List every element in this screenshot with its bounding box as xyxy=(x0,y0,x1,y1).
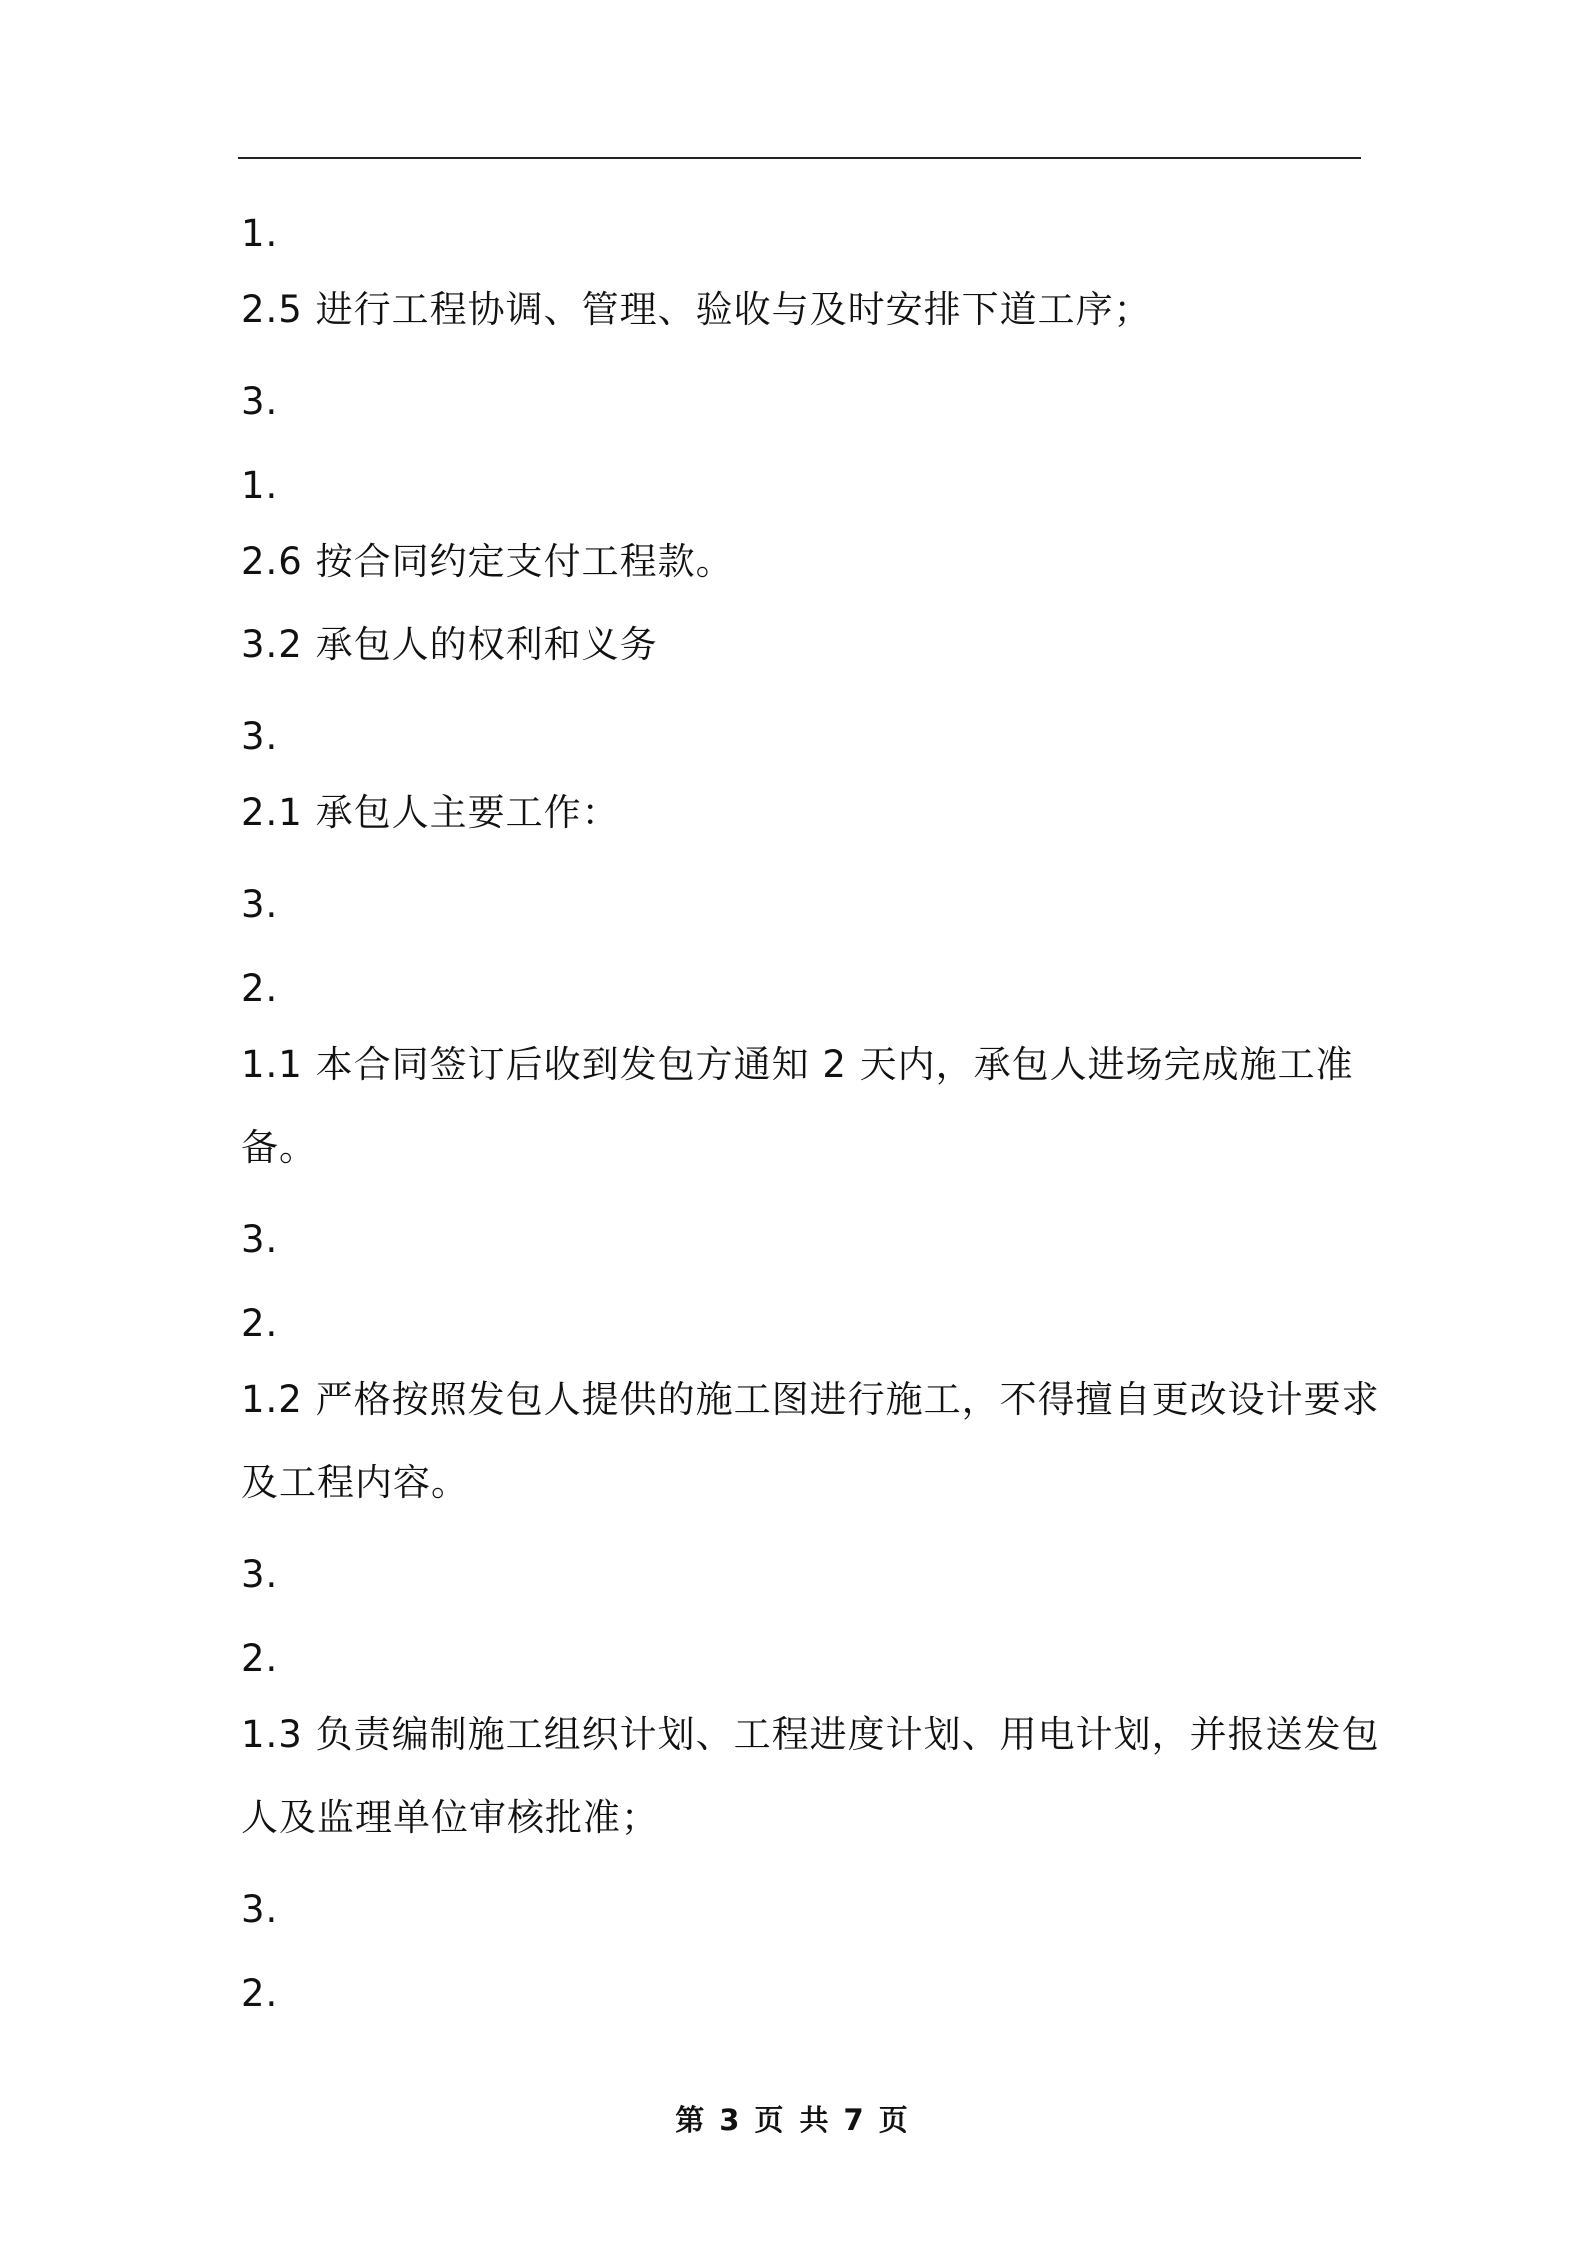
text-line: 2.6 按合同约定支付工程款。 xyxy=(241,540,734,583)
text-line: 3. xyxy=(241,715,279,758)
text-line: 2. xyxy=(241,967,279,1010)
page-number-footer xyxy=(0,2098,1586,2139)
text-line: 人及监理单位审核批准； xyxy=(241,1796,659,1839)
text-line: 1. xyxy=(241,464,279,507)
section-heading: 3.2 承包人的权利和义务 xyxy=(241,623,658,666)
header-divider xyxy=(238,157,1361,159)
footer-current-page: 3 xyxy=(719,2103,743,2137)
text-line: 及工程内容。 xyxy=(241,1461,469,1504)
text-line: 1.2 严格按照发包人提供的施工图进行施工，不得擅自更改设计要求 xyxy=(241,1378,1380,1421)
text-line: 2. xyxy=(241,1302,279,1345)
text-line: 2.5 进行工程协调、管理、验收与及时安排下道工序； xyxy=(241,288,1152,331)
footer-suffix: 页 xyxy=(878,2103,911,2137)
text-line: 备。 xyxy=(241,1126,317,1169)
text-line: 1. xyxy=(241,212,279,255)
text-line: 1.1 本合同签订后收到发包方通知 2 天内，承包人进场完成施工准 xyxy=(241,1043,1354,1086)
footer-prefix: 第 xyxy=(675,2103,708,2137)
text-line: 3. xyxy=(241,883,279,926)
text-line: 3. xyxy=(241,1553,279,1596)
text-line: 1.3 负责编制施工组织计划、工程进度计划、用电计划，并报送发包 xyxy=(241,1713,1380,1756)
text-line: 3. xyxy=(241,1888,279,1931)
text-line: 2. xyxy=(241,1972,279,2015)
text-line: 3. xyxy=(241,380,279,423)
footer-total-pages: 7 xyxy=(843,2103,867,2137)
footer-middle: 页 共 xyxy=(754,2103,832,2137)
text-line: 2.1 承包人主要工作： xyxy=(241,791,620,834)
text-line: 2. xyxy=(241,1637,279,1680)
text-line: 3. xyxy=(241,1218,279,1261)
